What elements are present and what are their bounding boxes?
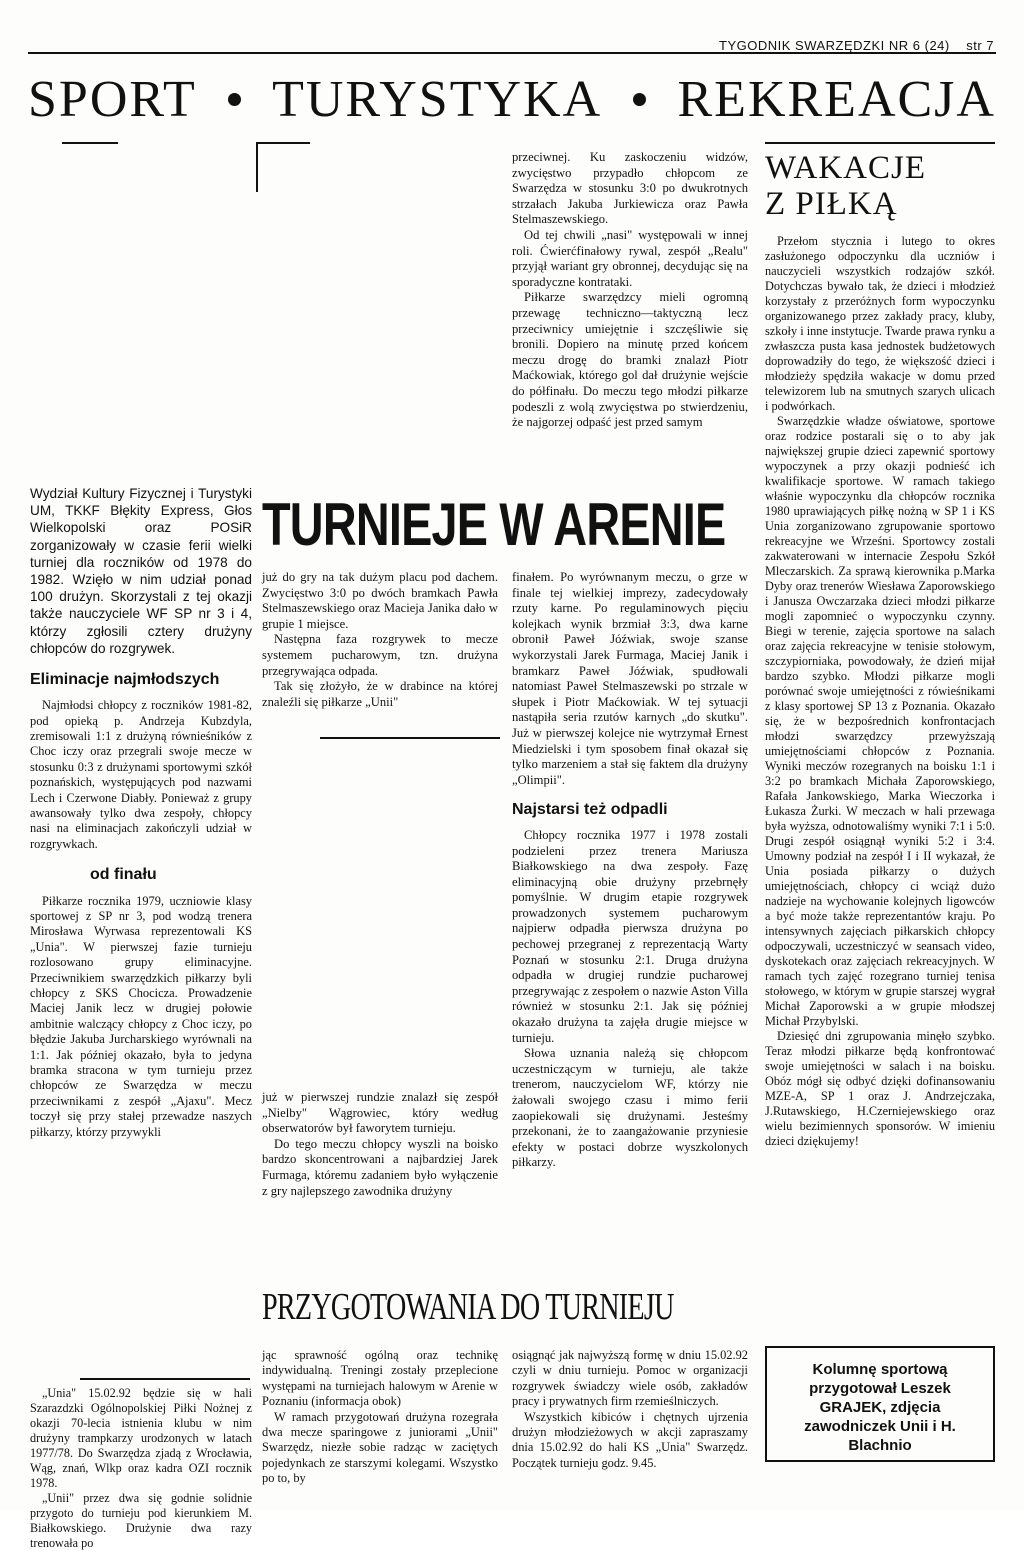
paragraph: Przełom stycznia i lutego to okres zasłużonego odpoczynku dla uczniów i nauczycieli wszystkich rodzajów szkół. Dotychczas bywało tak, że dzieci i młodzież korzystały z przeróżnych form wypoczynku organizowanego przez zakłady pracy, kluby, szkoły i inne instytucje. Twarde prawa rynku a zwłaszcza pusta kasa jednostek budżetowych doprowadziły do tego, że większość dzieci i młodzieży spędziła wakacje w domu przed telewizorem lub na smutnych szarych ulicach i podwórkach.	[765, 234, 995, 413]
paragraph: już w pierwszej rundzie znalazł się zespół „Nielby" Wągrowiec, który według obserwatorów był faworytem turnieju.	[262, 1090, 498, 1136]
paragraph: Chłopcy rocznika 1977 i 1978 zostali podzieleni przez trenera Mariusza Białkowskiego na dwa zespoły. Fazę eliminacyjną obie drużyny przebrnęły pomyślnie. W drugim etapie rozgrywek prowadzonych systemem pucharowym najpierw odpadła pierwsza drużyna po pechowej przegranej z reprezentacją Warty Poznań w stosunku 2:1. Druga drużyna odpadła w drugiej rundzie pucharowej przegrywając z zespołem o nazwie Aston Villa również w stosunku 2:1. Jak się później okazało drużyna ta zajęła drugie miejsce w turnieju.	[512, 827, 748, 1045]
paragraph: „Unia" 15.02.92 będzie się w hali Szarazdzki Ogólnopolskiej Piłki Nożnej z okazji 70-lecia istnienia klubu w nim drużyny trampkarzy urodzonych w latach 1977/78. Do Swarzędza zjadą z Wrocławia, Wąg, znań, Wlkp oraz kadra OZI rocznik 1978.	[30, 1386, 252, 1490]
bottom-col-a	[262, 1348, 498, 1487]
wakacje-title-line2: Z PIŁKĄ	[765, 186, 898, 222]
photo-corner	[256, 142, 310, 144]
masthead-rekreacja: REKREACJA	[677, 71, 996, 128]
paragraph: Tak się złożyło, że w drabince na której znaleźli się piłkarze „Unii"	[262, 679, 498, 709]
paragraph: W ramach przygotowań drużyna rozegrała dwa mecze sparingowe z juniorami „Unii" Swarzędz, niezłe sobie radząc w zaciętych pojedynkach ze starszymi kolegami. Wszystko po to, by	[262, 1409, 498, 1486]
middle-top-column	[512, 150, 748, 431]
paragraph: Wszystkich kibiców i chętnych ujrzenia drużyn młodzieżowych w akcji zapraszamy dnia 15.02.92 do hali KS „Unia" Swarzędz. Początek turnieju godz. 9.45.	[512, 1409, 748, 1470]
left-column	[30, 485, 252, 1140]
paragraph: jąc sprawność ogólną oraz technikę indywidualną. Treningi zostały przeplecione występami na turniejach halowym w Arenie w Poznaniu (informacja obok)	[262, 1348, 498, 1409]
subhead-od-finalu: od finału	[90, 866, 157, 884]
wakacje-title	[765, 150, 995, 222]
bullet-icon	[228, 93, 241, 106]
paragraph: Swarzędzkie władze oświatowe, sportowe oraz rodzice postarali się o to aby jak największej grupie dzieci zapewnić sportowy wypoczynek a przy okazji podnieść ich kwalifikacje sportowe. W ramach takiego właśnie wypoczynku dla chłopców rocznika 1980 uprawiających piłkę nożną w SP 1 i KS Unia zorganizowano zgrupowanie sportowo rekreacyjne we Wrześni. Sportowcy zostali zakwaterowani w internacie Zespołu Szkół Mleczarskich. Za sprawą kierownika p.Marka Dyby oraz trenerów Wiesława Zaporowskiego i Janusza Owczarzaka dzieci młodzi piłkarze mogli zapomnieć o wypoczynku czynny. Biegi w terenie, zajęcia sportowe na salach oraz zajęcia rekreacyjne w tenisie stołowym, szczypiorniaka, powodowały, że dzień mijał bardzo szybko. Młodzi piłkarze mogli porównać swoje umiejętności z rówieśnikami z klasy sportowej SP 13 z Poznania. Okazało się, że w bezpośrednich konfrontacjach młodzi swarzędzcy przewyższają umiejętnościami chłopców z Poznania. Wyniki meczów rozegranych na boisku 1:1 i 3:2 po bramkach Michała Zaporowskiego, Rafała Jankowskiego, Marka Wieczorka i Łukasza Żurki. W meczach w hali przewaga była wyższa, odnotowaliśmy wyniki 7:1 i 5:0. Drugi zespół osiągnął wyniki 5:2 i 3:4. Umowny podział na zespół I i II wykazał, że Unia posiada piłkarzy o dużych umiejętnościach, chłopcy ci wciąż dużo nadzieje na wychowanie kolejnych ligowców a być może także reprezentantów kraju. Po intensywnych zajęciach piłkarskich chłopcy odpoczywali, uczestniczyć w seansach video, dyskotekach oraz zajęciach rekreacyjnych. W ramach tych zajęć rozegrano turniej tenisa stołowego, w którym w grupie starszej wygrał Michał Zaporowski a w grupie młodszej Michał Przybylski.	[765, 414, 995, 1028]
wakacje-title-line1: WAKACJE	[765, 150, 926, 186]
masthead-sport: SPORT	[28, 71, 197, 128]
subhead-najstarsi: Najstarsi też odpadli	[512, 801, 668, 819]
paragraph: Do tego meczu chłopcy wyszli na boisko bardzo skoncentrowani a najbardziej Jarek Furmaga, któremu zadaniem było wyłączenie z gry najlepszego zawodnika drużyny	[262, 1136, 498, 1198]
page-number: str 7	[966, 38, 994, 53]
running-header	[719, 38, 994, 53]
credit-box	[765, 1346, 995, 1462]
middle-col-b	[262, 570, 498, 710]
left-bottom-column	[30, 1386, 252, 1551]
publication-name: TYGODNIK SWARZĘDZKI NR 6 (24)	[719, 38, 950, 53]
divider	[62, 142, 118, 144]
headline-przygotowania: PRZYGOTOWANIA DO TURNIEJU	[262, 1286, 674, 1328]
divider	[765, 142, 995, 144]
paragraph: przeciwnej. Ku zaskoczeniu widzów, zwycięstwo przypadło chłopcom ze Swarzędza w stosunku 3:0 po dwukrotnych strzałach Jakuba Jurkiewicza oraz Pawła Stelmaszewskiego.	[512, 150, 748, 227]
headline-turnieje: TURNIEJE W ARENIE	[262, 491, 726, 558]
divider	[80, 1378, 250, 1380]
bottom-col-b	[512, 1348, 748, 1471]
intro-paragraph: Wydział Kultury Fizycznej i Turystyki UM, TKKF Błękity Express, Głos Wielkopolski oraz POSiR zorganizowały w czasie ferii wielki turniej dla roczników od 1978 do 1982. Wzięło w nim udział ponad 100 drużyn. Skorzystali z tej okazji także nauczyciele WF SP nr 3 i 4, którzy zgłosili cztery drużyny chłopców do rozgrywek.	[30, 486, 252, 656]
masthead-turystyka: TURYSTYKA	[272, 71, 603, 128]
paragraph: Od tej chwili „nasi" występowali w innej roli. Ćwierćfinałowy rywal, zespół „Realu" przyjął wariant gry obronnej, decydując się na sporadyczne kontrataki.	[512, 227, 748, 289]
middle-col-c	[512, 570, 748, 1171]
paragraph: Piłkarze swarzędzcy mieli ogromną przewagę techniczno—taktyczną lecz przeciwnicy umiejętnie i szczęśliwie się bronili. Dopiero na minutę przed końcem meczu drogę do bramki znalazł Piotr Maćkowiak, którego gol dał drużynie wejście do półfinału. Do meczu tego młodzi piłkarze podeszli z wolą zwycięstwa po stwierdzeniu, że najgorzej odpaść jest przed samym	[512, 290, 748, 430]
paragraph: osiągnąć jak najwyższą formę w dniu 15.02.92 czyli w dniu turnieju. Pomoc w organizacji rozgrywek świadczy wiele osób, zakładów pracy i prywatnych firm rzemieślniczych.	[512, 1348, 748, 1409]
paragraph: Najmłodsi chłopcy z roczników 1981-82, pod opieką p. Andrzeja Kubzdyla, zremisowali 1:1 z drużyną równieśników z Choc iczy oraz przegrali swoje mecze w stosunku 0:3 z drużynami sportowymi szkół poznańskich, występujących pod nazwami Lech i Czerwone Diabły. Ponieważ z grupy awansowały tylko dwa zespoły, chłopcy nasi na eliminacjach zakończyli udział w rozgrywkach.	[30, 698, 252, 851]
bullet-icon	[633, 93, 646, 106]
paragraph: Dziesięć dni zgrupowania minęło szybko. Teraz młodzi piłkarze będą konfrontować swoje umiejętności w salach i na boisku. Obóz mógł się odbyć dzięki dofinansowaniu MZE-A, SP 1 oraz J. Andrzejczaka, J.Rutawskiego, H.Czerniejewskiego oraz wielu bezimiennych sponsorów. W imieniu dzieci dziękujemy!	[765, 1029, 995, 1148]
paragraph: już do gry na tak dużym placu pod dachem. Zwycięstwo 3:0 po dwóch bramkach Pawła Stelmaszewskiego oraz Macieja Janika dało w grupie 1 miejsce.	[262, 570, 498, 631]
paragraph: Słowa uznania należą się chłopcom uczestniczącym w turnieju, ale także trenerom, nauczycielom WF, którzy nie żałowali swojego czasu i mimo ferii zaopiekowali się drużynami. Jesteśmy przekonani, że to zaangażowanie przyniesie efekty w postaci dobrze wyszkolonych piłkarzy.	[512, 1046, 748, 1170]
paragraph: Piłkarze rocznika 1979, uczniowie klasy sportowej z SP nr 3, pod wodzą trenera Mirosława Wyrwasa reprezentowali KS „Unia". W pierwszej fazie turnieju rozlosowano grupy eliminacyjne. Przeciwnikiem swarzędzkich piłkarzy byli chłopcy z SKS Chociczа. Prowadzenie Maciej Janik lecz w drugiej połowie ambitnie walczący chłopcy z Choc iczy, po błędzie Jakuba Jurcharskiego wyrównali na 1:1. Jak później okazało, była to jedyna bramka stracona w tym turnieju przez chłopców ze Swarzędza w meczu przeciwnikami z zespół „Ajaxu". Mecz toczył się przy stałej przewadze naszych piłkarzy, którzy przywykli	[30, 893, 252, 1139]
right-column	[765, 150, 995, 1149]
section-masthead	[28, 70, 996, 129]
photo-corner	[256, 142, 258, 192]
paragraph: „Unii" przez dwa się godnie solidnie przygoto do turnieju pod kierunkiem M. Białkowskiego. Drużynie dwa razy trenowała po	[30, 1491, 252, 1550]
credit-text: Kolumnę sportową przygotował Leszek GRAJEK, zdjęcia zawodniczek Unii i H. Blachnio	[804, 1361, 956, 1454]
divider	[320, 737, 500, 739]
paragraph: finałem. Po wyrównanym meczu, o grze w finale tej wielkiej imprezy, zadecydowały rzuty karne. Po regulaminowych pięciu kolejkach wynik brzmiał 3:3, dwa karne obronił Paweł Jóźwiak, swoje szanse wykorzystali Jarek Furmaga, Maciej Janik i bramkarz Paweł Jóźwiak, spudłowali natomiast Paweł Stelmaszewski po strzale w słupek i Piotr Maćkowiak. W tej sytuacji nastąpiła seria rzutów karnych „do skutku". Już w pierwszej kolejce nie wytrzymał Ernest Miedzielski i tym sposobem finał okazał się tylko marzeniem a stał się faktem dla drużyny „Olimpii".	[512, 570, 748, 787]
paragraph: Następna faza rozgrywek to mecze systemem pucharowym, tzn. drużyna przegrywająca odpada.	[262, 632, 498, 678]
subhead-eliminacje: Eliminacje najmłodszych	[30, 671, 220, 689]
middle-col-b2	[262, 1090, 498, 1199]
